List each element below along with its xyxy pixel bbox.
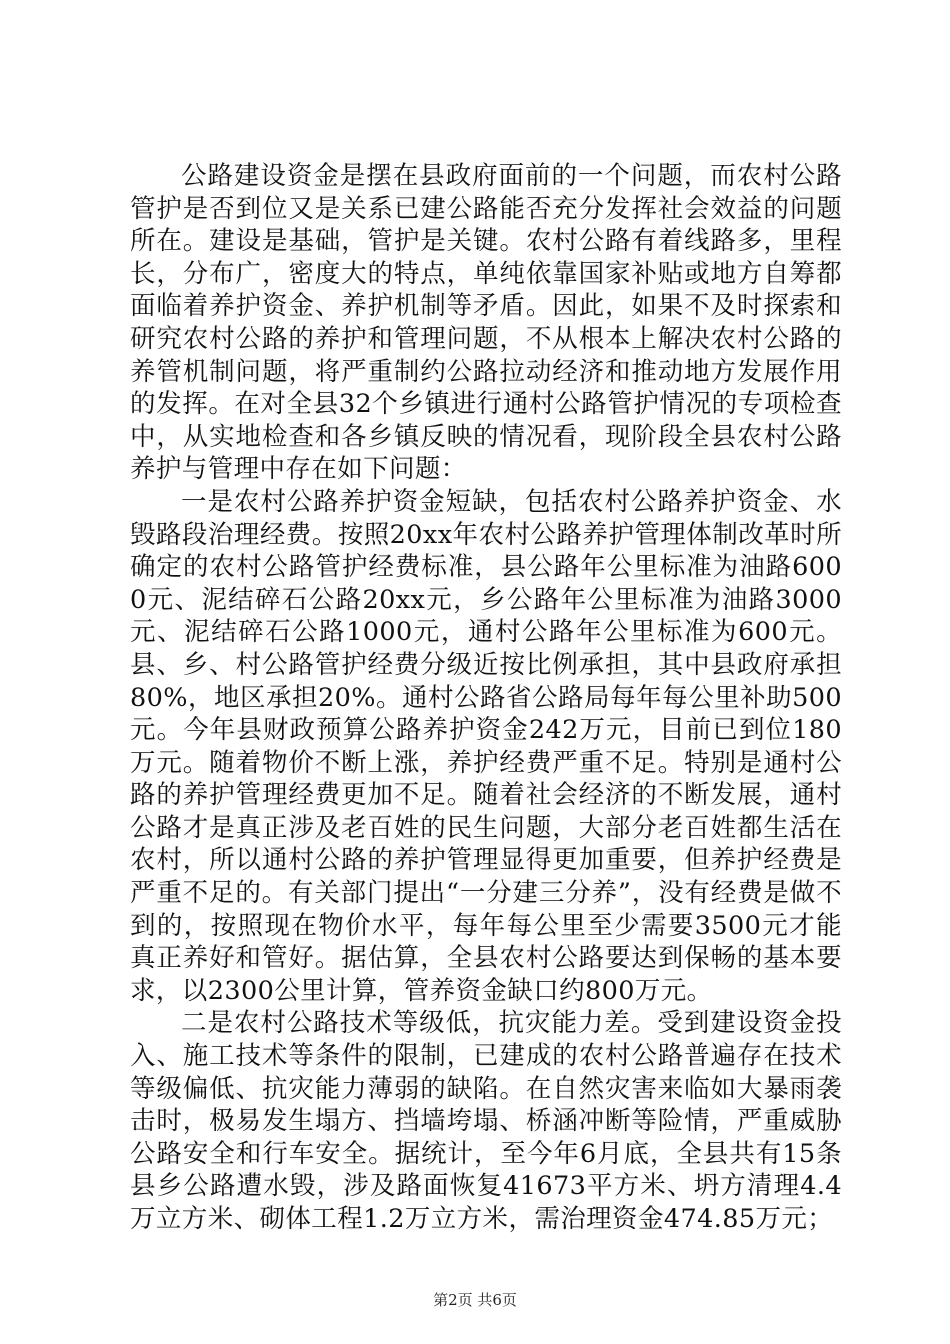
page-number-indicator: 第2页 共6页 xyxy=(433,1291,517,1309)
paragraph-point-two: 二是农村公路技术等级低，抗灾能力差。受到建设资金投入、施工技术等条件的限制，已建成的农村公路普遍存在技术等级偏低、抗灾能力薄弱的缺陷。在自然灾害来临如大暴雨袭击时，极易发生塌方、挡墙垮塌、桥涵冲断等险情，严重威胁公路安全和行车安全。据统计，至今年6月底，全县共有15条县乡公路遭水毁，涉及路面恢复41673平方米、坍方清理4.4万立方米、砌体工程1.2万立方米，需治理资金474.85万元； xyxy=(130,1008,842,1234)
paragraph-intro: 公路建设资金是摆在县政府面前的一个问题，而农村公路管护是否到位又是关系已建公路能否充分发挥社会效益的问题所在。建设是基础，管护是关键。农村公路有着线路多，里程长，分布广，密度大的特点，单纯依靠国家补贴或地方自筹都面临着养护资金、养护机制等矛盾。因此，如果不及时探索和研究农村公路的养护和管理问题，不从根本上解决农村公路的养管机制问题，将严重制约公路拉动经济和推动地方发展作用的发挥。在对全县32个乡镇进行通村公路管护情况的专项检查中，从实地检查和各乡镇反映的情况看，现阶段全县农村公路养护与管理中存在如下问题： xyxy=(130,161,842,485)
document-body xyxy=(130,160,842,1236)
page-footer xyxy=(0,1290,950,1310)
paragraph-point-one: 一是农村公路养护资金短缺，包括农村公路养护资金、水毁路段治理经费。按照20xx年农村公路养护管理体制改革时所确定的农村公路管护经费标准，县公路年公里标准为油路6000元、泥结碎石公路20xx元，乡公路年公里标准为油路3000元、泥结碎石公路1000元，通村公路年公里标准为600元。县、乡、村公路管护经费分级近按比例承担，其中县政府承担80%，地区承担20%。通村公路省公路局每年每公里补助500元。今年县财政预算公路养护资金242万元，目前已到位180万元。随着物价不断上涨，养护经费严重不足。特别是通村公路的养护管理经费更加不足。随着社会经济的不断发展，通村公路才是真正涉及老百姓的民生问题，大部分老百姓都生活在农村，所以通村公路的养护管理显得更加重要，但养护经费是严重不足的。有关部门提出“一分建三分养”，没有经费是做不到的，按照现在物价水平，每年每公里至少需要3500元才能真正养好和管好。据估算，全县农村公路要达到保畅的基本要求，以2300公里计算，管养资金缺口约800万元。 xyxy=(130,486,842,1006)
